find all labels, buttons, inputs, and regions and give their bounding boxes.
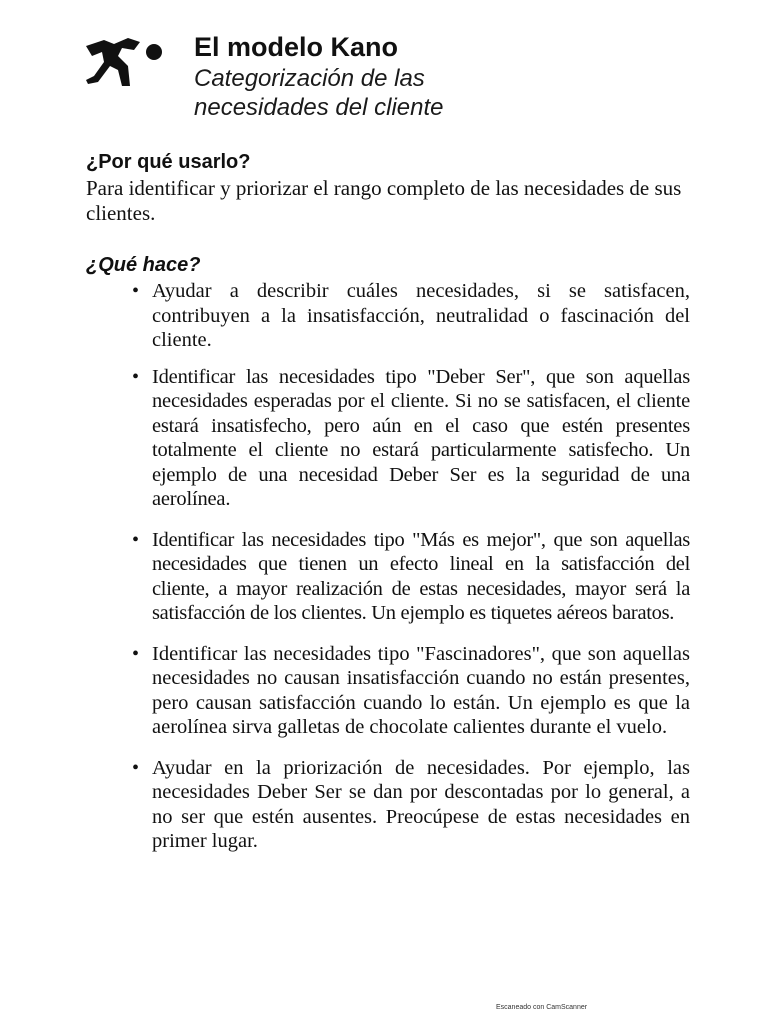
what-list [130, 279, 690, 854]
list-item [130, 642, 690, 740]
list-item [130, 279, 690, 353]
bullet-icon: • [132, 280, 140, 302]
page-subtitle-line1: Categorización de las [194, 65, 425, 92]
why-text: Para identificar y priorizar el rango completo de las necesidades de sus clientes. [86, 176, 682, 225]
bullet-icon: • [132, 756, 140, 779]
bullet-icon: • [132, 642, 140, 665]
list-item [130, 528, 690, 626]
list-item [130, 756, 690, 854]
list-item [130, 365, 690, 512]
walking-figure-icon [84, 36, 176, 90]
page-title: El modelo Kano [194, 32, 399, 62]
page-subtitle-line2: necesidades del cliente [194, 94, 444, 121]
why-heading: ¿Por qué usarlo? [86, 151, 251, 173]
list-item-text: Identificar las necesidades tipo "Fascinadores", que son aquellas necesidades no causan insatisfacción cuando no están presentes, pero causan satisfacción cuando lo están. Un ejemplo es que la aerolínea sirva galletas de chocolate calientes durante el vuelo. [152, 642, 690, 738]
header [194, 30, 734, 122]
list-item-text: Ayudar a describir cuáles necesidades, si se satisfacen, contribuyen a la insatisfacción, neutralidad o fascinación del cliente. [152, 280, 690, 351]
bullet-icon: • [132, 528, 139, 551]
list-item-text: Identificar las necesidades tipo "Más es mejor", que son aquellas necesidades que tienen un efecto lineal en la satisfacción del cliente, a mayor realización de estas necesidades, mayor será la satisfacción de los clientes. Un ejemplo es tiquetes aéreos baratos. [152, 528, 690, 624]
list-item-text: Ayudar en la priorización de necesidades. Por ejemplo, las necesidades Deber Ser se dan por descontadas por lo general, a no ser que estén ausentes. Preocúpese de estas necesidades en primer lugar. [152, 756, 690, 852]
what-heading: ¿Qué hace? [86, 254, 201, 276]
scanner-watermark: Escaneado con CamScanner [496, 1004, 588, 1011]
bullet-icon: • [132, 365, 139, 388]
list-item-text: Identificar las necesidades tipo "Deber Ser", que son aquellas necesidades esperadas por el cliente. Si no se satisfacen, el cliente estará insatisfecho, pero aún en el caso que estén presentes totalmente el cliente no estará particularmente satisfecho. Un ejemplo de una necesidad Deber Ser es la seguridad de una aerolínea. [152, 365, 690, 510]
